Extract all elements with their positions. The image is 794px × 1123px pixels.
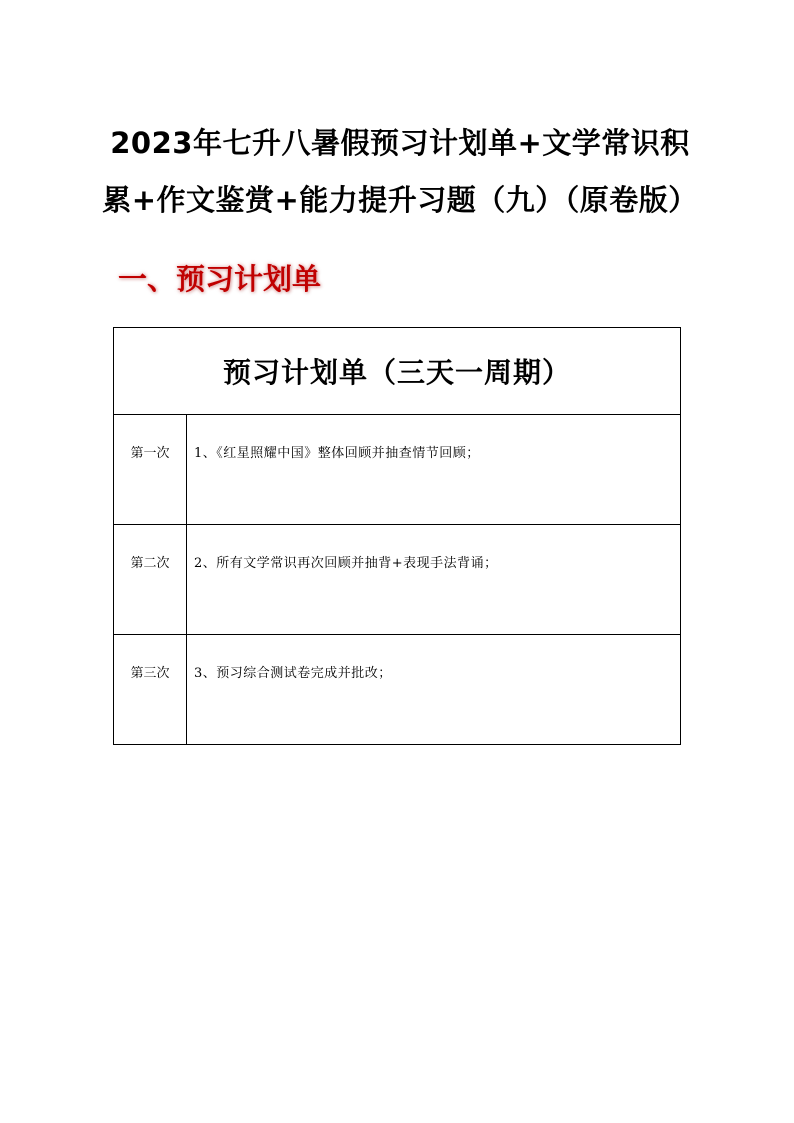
- document-title-line-1: 2023年七升八暑假预习计划单+文学常识积: [110, 126, 690, 160]
- plan-table-title: 预习计划单（三天一周期）: [114, 328, 681, 415]
- row-content: 1、《红星照耀中国》整体回顾并抽查情节回顾；: [187, 415, 681, 525]
- row-content: 2、所有文学常识再次回顾并抽背+表现手法背诵；: [187, 525, 681, 635]
- row-label: 第三次: [114, 635, 187, 745]
- row-label: 第一次: [114, 415, 187, 525]
- table-row: [114, 415, 681, 525]
- row-label: 第二次: [114, 525, 187, 635]
- plan-table-title-row: [114, 328, 681, 415]
- plan-table: [113, 327, 681, 745]
- document-title-line-2: 累+作文鉴赏+能力提升习题（九）（原卷版）: [102, 183, 698, 217]
- table-row: [114, 525, 681, 635]
- row-content: 3、预习综合测试卷完成并批改；: [187, 635, 681, 745]
- section-heading: 一、预习计划单: [118, 262, 322, 296]
- table-row: [114, 635, 681, 745]
- document-title: [100, 115, 700, 229]
